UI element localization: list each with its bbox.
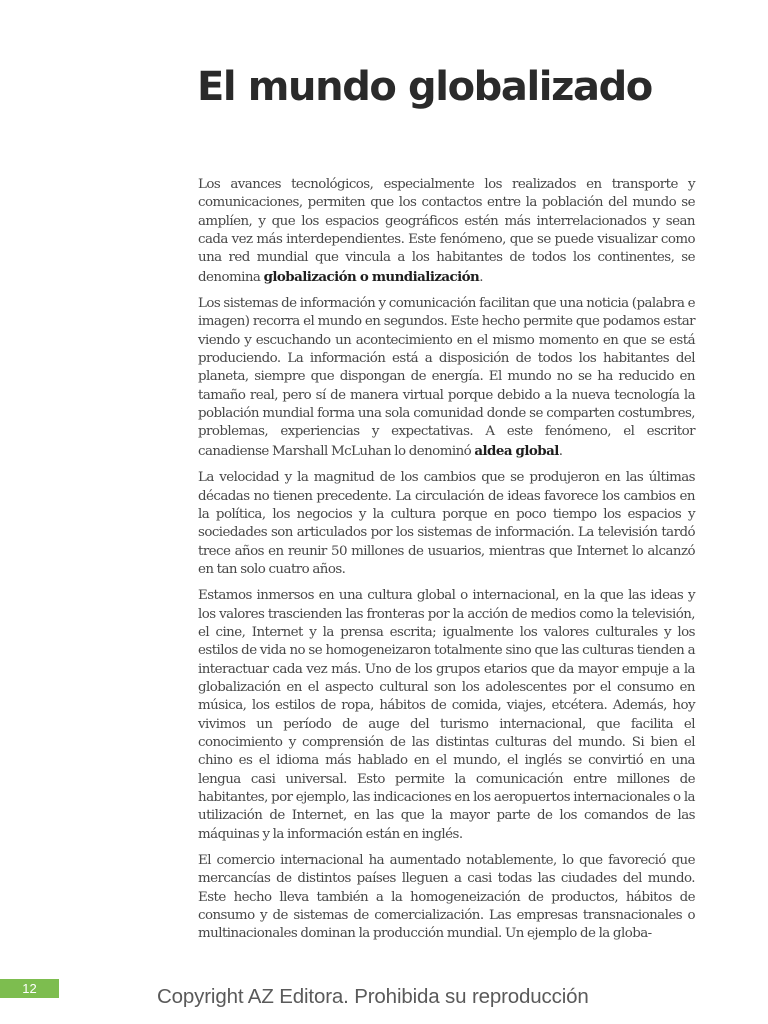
- paragraph-text: Los sistemas de información y comunicación facilitan que una noticia (palabra e imagen) recorra el mundo en segundos. Este hecho permite que podamos estar viendo y escuchando un acontecimiento en el mismo momento en que se está produciendo. La información está a disposición de todos los habitantes del planeta, siempre que dispongan de energía. El mundo no se ha reducido en tamaño real, pero sí de manera virtual porque debido a la nueva tecnología la población mundial forma una sola comunidad donde se comparten costumbres, problemas, experiencias y expectativas. A este fenómeno, el escritor canadiense Marshall McLuhan lo denominó: [198, 296, 695, 459]
- key-term-aldea-global: aldea global: [474, 442, 559, 459]
- paragraph-text: Estamos inmersos en una cultura global o internacional, en la que las ideas y los valores trascienden las fronteras por la acción de medios como la televisión, el cine, Internet y la prensa escrita; igualmente los valores culturales y los estilos de vida no se homogeneizaron totalmente sino que las culturas tienden a interactuar cada vez más. Uno de los grupos etarios que da mayor empuje a la globalización en el aspecto cultural son los adolescentes por el consumo en música, los estilos de ropa, hábitos de comida, viajes, etcétera. Además, hoy vivimos un período de auge del turismo internacional, que facilita el conocimiento y comprensión de las distintas culturas del mundo. Si bien el chino es el idioma más hablado en el mundo, el inglés se convirtió en una lengua casi universal. Esto permite la comunicación entre millones de habitantes, por ejemplo, las indicaciones en los aeropuertos internacionales o la utilización de Internet, en las que la mayor parte de los comandos de las máquinas y la información están en inglés.: [198, 588, 695, 842]
- paragraph-text: El comercio internacional ha aumentado notablemente, lo que favoreció que mercancías de distintos países lleguen a casi todas las ciudades del mundo. Este hecho lleva también a la homogeneización de productos, hábitos de consumo y de sistemas de comercialización. Las empresas transnacionales o multinacionales dominan la producción mundial. Un ejemplo de la globa-: [198, 853, 695, 942]
- paragraph-end: .: [479, 269, 483, 285]
- paragraph-text: La velocidad y la magnitud de los cambios que se produjeron en las últimas décadas no tienen precedente. La circulación de ideas favorece los cambios en la política, los negocios y la cultura porque en poco tiempo los espacios y sociedades son articulados por los sistemas de información. La televisión tardó trece años en reunir 50 millones de usuarios, mientras que Internet lo alcanzó en tan solo cuatro años.: [198, 470, 695, 577]
- copyright-notice: Copyright AZ Editora. Prohibida su reproducción: [157, 985, 589, 1008]
- paragraph-cultura-global: [198, 587, 695, 844]
- body-text: [198, 176, 695, 952]
- paragraph-aldea-global: [198, 295, 695, 461]
- paragraph-globalizacion: [198, 176, 695, 287]
- paragraph-text: Los avances tecnológicos, especialmente los realizados en transporte y comunicaciones, permiten que los contactos entre la población del mundo se amplíen, y que los espacios geográficos estén más interrelacionados y sean cada vez más interdependientes. Este fenómeno, que se puede visualizar como una red mundial que vincula a los habitantes de todos los continentes, se denomina: [198, 177, 695, 285]
- paragraph-velocidad-cambios: [198, 469, 695, 579]
- page-title: El mundo globalizado: [197, 64, 652, 110]
- paragraph-comercio-internacional: [198, 852, 695, 944]
- key-term-globalizacion: globalización o mundialización: [263, 268, 480, 285]
- page-number-badge: 12: [0, 979, 59, 998]
- paragraph-end: .: [558, 443, 563, 459]
